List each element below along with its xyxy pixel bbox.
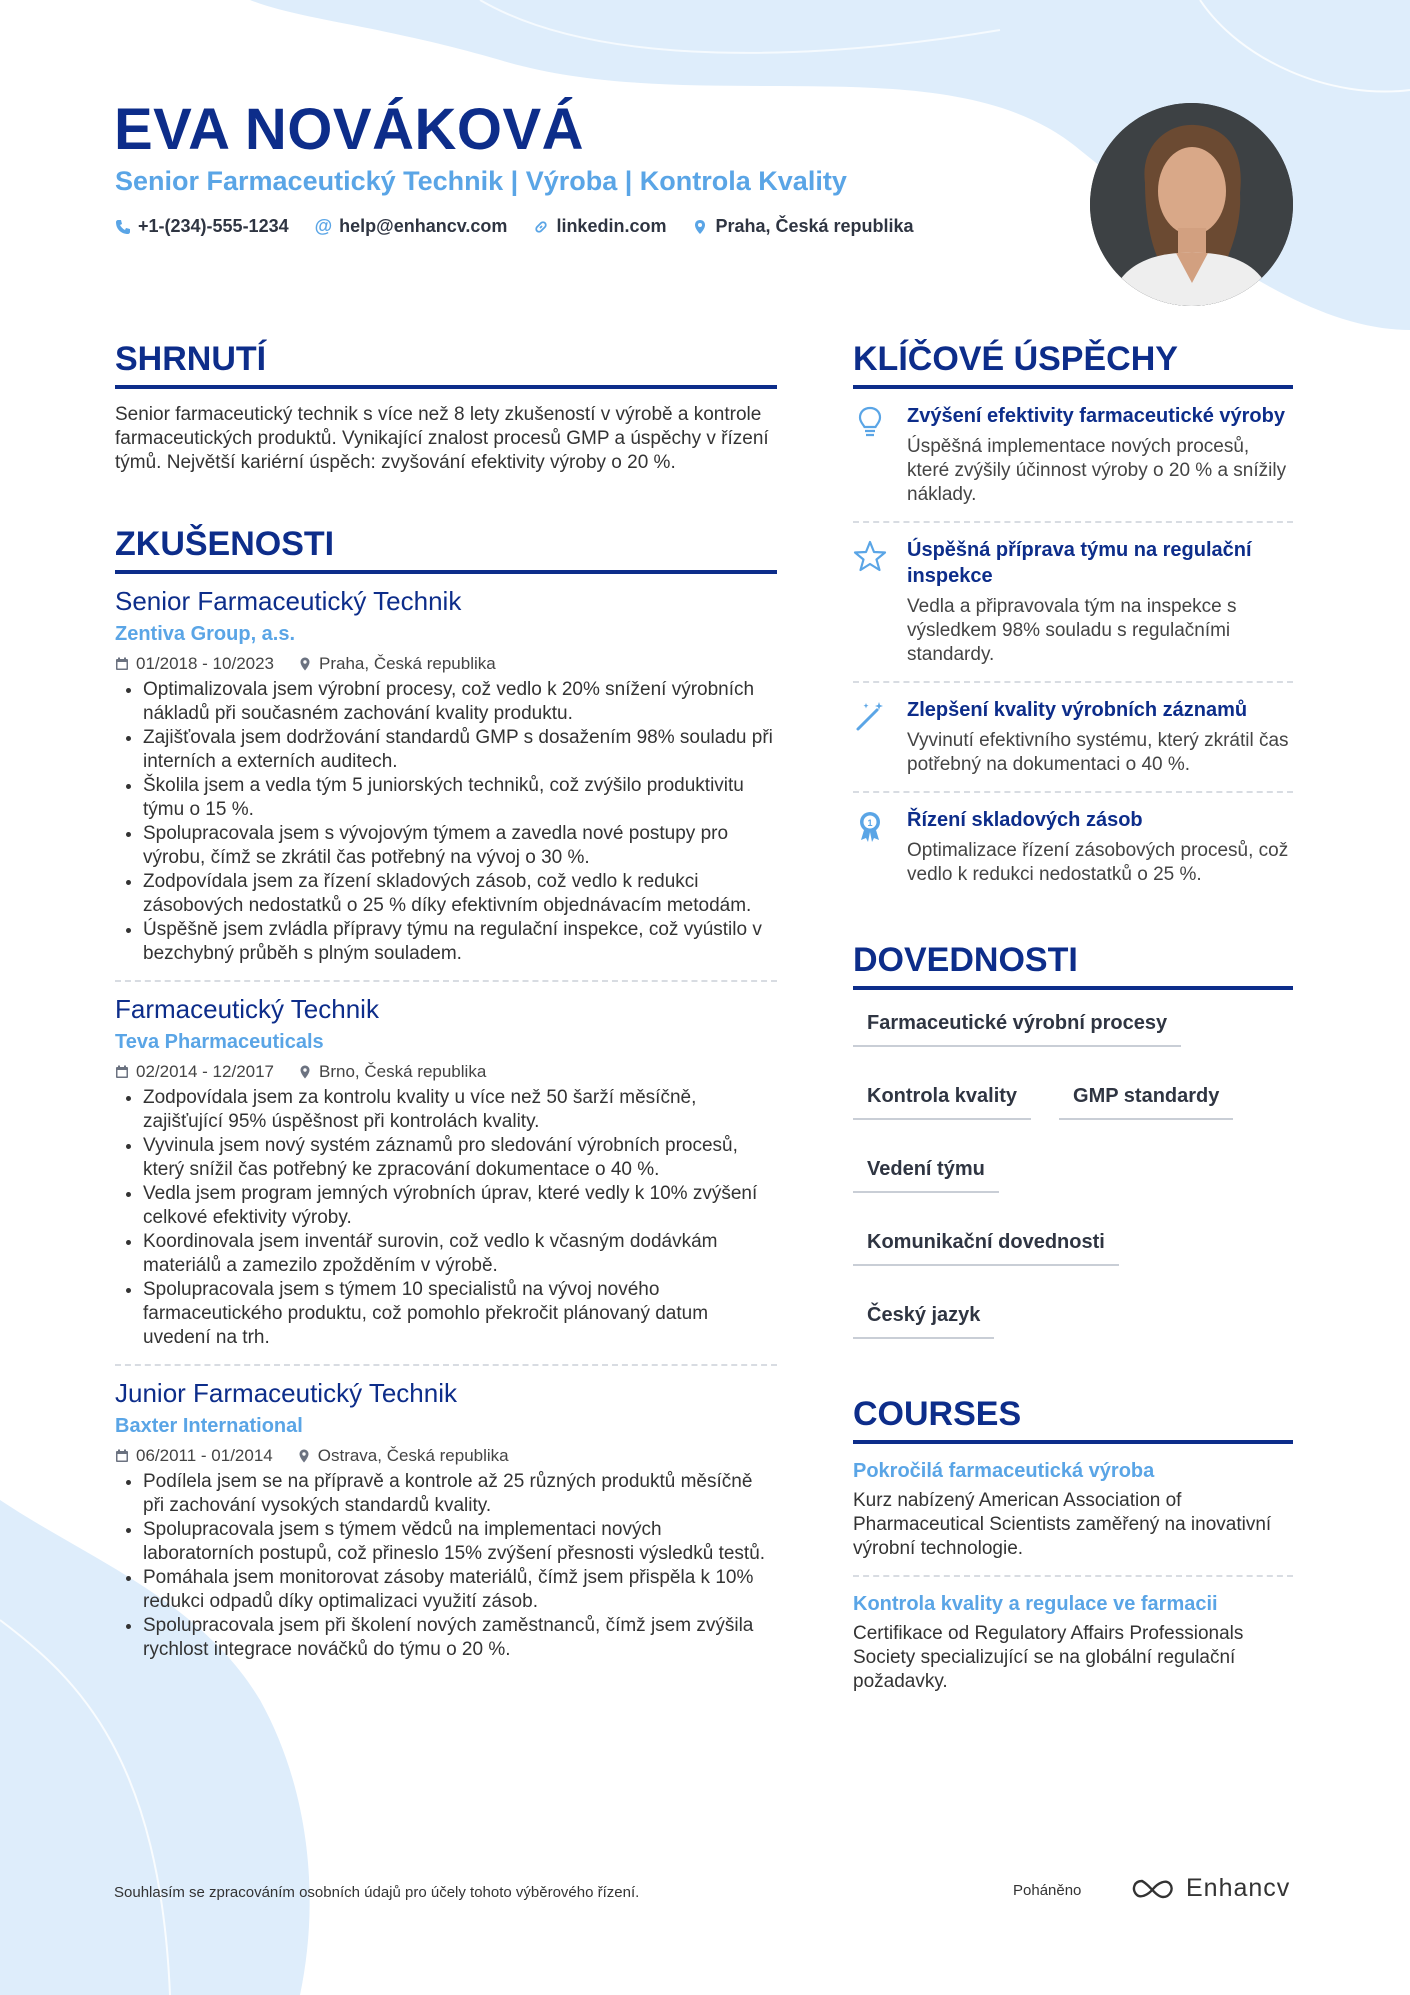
- phone-icon: [115, 219, 131, 235]
- achievement-desc: Vyvinutí efektivního systému, který zkrátil čas potřebný na dokumentaci o 40 %.: [907, 730, 1289, 775]
- profile-photo: [1090, 103, 1293, 306]
- job-location-text: Praha, Česká republika: [319, 654, 496, 673]
- course-item: [853, 1593, 1293, 1694]
- achievement-item: [853, 389, 1293, 523]
- courses-list: [853, 1460, 1293, 1694]
- skill-tag: Kontrola kvality: [853, 1079, 1031, 1120]
- job-bullets: [115, 1086, 777, 1350]
- course-title: Pokročilá farmaceutická výroba: [853, 1460, 1155, 1482]
- achievements-list: [853, 389, 1293, 901]
- course-desc: Certifikace od Regulatory Affairs Professionals Society specializující se na globální regulační požadavky.: [853, 1623, 1244, 1692]
- contact-location: [692, 216, 913, 237]
- achievement-body: [907, 807, 1293, 887]
- course-title: Kontrola kvality a regulace ve farmacii: [853, 1593, 1218, 1615]
- candidate-name: EVA NOVÁKOVÁ: [114, 97, 585, 162]
- job-bullet: • Úspěšně jsem zvládla přípravy týmu na regulační inspekce, což vyústilo v bezchybný průběh s plným souladem.: [143, 918, 777, 966]
- company-name: Zentiva Group, a.s.: [115, 623, 296, 645]
- calendar-icon: [115, 1065, 129, 1079]
- job-title: Junior Farmaceutický Technik: [115, 1378, 457, 1408]
- job-location: [298, 1062, 486, 1082]
- right-column: [853, 340, 1293, 1694]
- job-title: Senior Farmaceutický Technik: [115, 586, 462, 616]
- left-column: [115, 340, 777, 1662]
- job-bullet: • Koordinovala jsem inventář surovin, což vedlo k včasným dodávkám materiálů a zamezilo zpožděním v výrobě.: [143, 1230, 777, 1278]
- brand-name: Enhancv: [1186, 1874, 1291, 1902]
- job-bullet: • Podílela jsem se na přípravě a kontrole až 25 různých produktů měsíčně při zachování vysokých standardů kvality.: [143, 1470, 777, 1518]
- skills-heading: DOVEDNOSTI: [853, 941, 1293, 990]
- job-meta: [115, 1062, 777, 1082]
- job-dates: [115, 1446, 273, 1466]
- divider: [115, 980, 777, 982]
- summary-heading: SHRNUTÍ: [115, 340, 777, 389]
- experience-list: [115, 586, 777, 1662]
- skill-tag: Farmaceutické výrobní procesy: [853, 1006, 1181, 1047]
- achievement-title: Řízení skladových zásob: [907, 809, 1143, 831]
- job-bullet: • Zajišťovala jsem dodržování standardů GMP s dosažením 98% souladu při interních a externích auditech.: [143, 726, 777, 774]
- achievement-desc: Vedla a připravovala tým na inspekce s výsledkem 98% souladu s regulačními standardy.: [907, 596, 1237, 665]
- achievement-item: [853, 523, 1293, 683]
- job-bullets: [115, 678, 777, 966]
- email-text: help@enhancv.com: [339, 216, 508, 236]
- job-bullet: • Školila jsem a vedla tým 5 juniorských techniků, což zvýšilo produktivitu týmu o 15 %.: [143, 774, 777, 822]
- job-location: [298, 654, 496, 674]
- job-dates: [115, 1062, 274, 1082]
- job-dates-text: 06/2011 - 01/2014: [136, 1446, 273, 1465]
- calendar-icon: [115, 657, 129, 671]
- at-icon: @: [314, 216, 333, 236]
- experience-entry: [115, 586, 777, 982]
- achievement-desc: Optimalizace řízení zásobových procesů, což vedlo k redukci nedostatků o 25 %.: [907, 840, 1289, 885]
- location-text: Praha, Česká republika: [715, 216, 914, 236]
- achievement-title: Zvýšení efektivity farmaceutické výroby: [907, 405, 1285, 427]
- phone-text: +1-(234)-555-1234: [138, 216, 289, 236]
- contact-email[interactable]: [315, 216, 508, 237]
- infinity-icon: [1130, 1877, 1176, 1901]
- location-pin-icon: [298, 657, 312, 671]
- job-location-text: Ostrava, Česká republika: [317, 1446, 509, 1465]
- contact-linkedin[interactable]: [533, 216, 666, 237]
- divider: [853, 1575, 1293, 1577]
- achievements-heading: KLÍČOVÉ ÚSPĚCHY: [853, 340, 1293, 389]
- achievement-item: [853, 683, 1293, 793]
- job-bullet: • Zodpovídala jsem za kontrolu kvality u více než 50 šarží měsíčně, zajišťující 95% úspěšnost při kontrolách kvality.: [143, 1086, 777, 1134]
- achievement-body: [907, 403, 1293, 507]
- candidate-subtitle: Senior Farmaceutický Technik | Výroba | Kontrola Kvality: [115, 166, 847, 196]
- courses-heading: COURSES: [853, 1395, 1293, 1444]
- magic-wand-icon: [853, 697, 889, 777]
- achievement-desc: Úspěšná implementace nových procesů, které zvýšily účinnost výroby o 20 % a snížily náklady.: [907, 436, 1287, 505]
- job-location-text: Brno, Česká republika: [319, 1062, 487, 1081]
- lightbulb-icon: [853, 403, 889, 507]
- linkedin-text: linkedin.com: [556, 216, 667, 236]
- skill-tag: Český jazyk: [853, 1298, 994, 1339]
- job-bullet: • Pomáhala jsem monitorovat zásoby materiálů, čímž jsem přispěla k 10% redukci odpadů díky optimalizaci využití zásob.: [143, 1566, 777, 1614]
- skill-tag: Komunikační dovednosti: [853, 1225, 1119, 1266]
- achievement-title: Úspěšná příprava týmu na regulační inspekce: [907, 539, 1252, 587]
- achievement-title: Zlepšení kvality výrobních záznamů: [907, 699, 1248, 721]
- calendar-icon: [115, 1449, 129, 1463]
- job-bullet: • Spolupracovala jsem s týmem vědců na implementaci nových laboratorních postupů, což přineslo 15% zvýšení přesnosti výsledků testů.: [143, 1518, 777, 1566]
- job-location: [297, 1446, 509, 1466]
- job-meta: [115, 654, 777, 674]
- enhancv-logo[interactable]: [1130, 1874, 1290, 1903]
- job-bullet: • Spolupracovala jsem s týmem 10 specialistů na vývoj nového farmaceutického produktu, což pomohlo překročit plánovaný datum uvedení na trh.: [143, 1278, 777, 1350]
- location-pin-icon: [298, 1065, 312, 1079]
- experience-entry: [115, 1378, 777, 1662]
- achievement-item: [853, 793, 1293, 901]
- job-dates-text: 02/2014 - 12/2017: [136, 1062, 275, 1081]
- star-icon: [853, 537, 889, 667]
- job-bullet: • Vedla jsem program jemných výrobních úprav, které vedly k 10% zvýšení celkové efektivity výroby.: [143, 1182, 777, 1230]
- contact-bar: [115, 216, 914, 237]
- job-dates: [115, 654, 274, 674]
- location-pin-icon: [692, 219, 708, 235]
- consent-note: Souhlasím se zpracováním osobních údajů pro účely tohoto výběrového řízení.: [114, 1884, 640, 1901]
- powered-by-label: Poháněno: [1013, 1882, 1082, 1899]
- svg-text:1: 1: [867, 818, 873, 828]
- link-icon: [533, 219, 549, 235]
- company-name: Teva Pharmaceuticals: [115, 1031, 324, 1053]
- divider: [115, 1364, 777, 1366]
- experience-entry: [115, 994, 777, 1366]
- job-title: Farmaceutický Technik: [115, 994, 379, 1024]
- job-bullet: • Zodpovídala jsem za řízení skladových zásob, což vedlo k redukci zásobových nedostatků o 25 % díky efektivním objednávacím metodám.: [143, 870, 777, 918]
- skill-tag: Vedení týmu: [853, 1152, 999, 1193]
- course-item: [853, 1460, 1293, 1577]
- award-icon: [853, 807, 889, 887]
- contact-phone[interactable]: [115, 216, 289, 237]
- job-dates-text: 01/2018 - 10/2023: [136, 654, 275, 673]
- achievement-body: [907, 537, 1293, 667]
- location-pin-icon: [297, 1449, 311, 1463]
- job-meta: [115, 1446, 777, 1466]
- job-bullets: [115, 1470, 777, 1662]
- experience-heading: ZKUŠENOSTI: [115, 525, 777, 574]
- skills-list: [853, 1006, 1293, 1339]
- summary-text: Senior farmaceutický technik s více než 8 lety zkušeností v výrobě a kontrole farmaceutických produktů. Vynikající znalost procesů GMP a úspěchy v řízení týmů. Největší kariérní úspěch: zvyšování efektivity výroby o 20 %.: [115, 404, 769, 473]
- skill-tag: GMP standardy: [1059, 1079, 1233, 1120]
- course-desc: Kurz nabízený American Association of Pharmaceutical Scientists zaměřený na inovativní výrobní technologie.: [853, 1490, 1272, 1559]
- job-bullet: • Optimalizovala jsem výrobní procesy, což vedlo k 20% snížení výrobních nákladů při současném zachování kvality produktu.: [143, 678, 777, 726]
- job-bullet: • Spolupracovala jsem s vývojovým týmem a zavedla nové postupy pro výrobu, čímž se zkrátil čas potřebný na vývoj o 30 %.: [143, 822, 777, 870]
- job-bullet: • Spolupracovala jsem při školení nových zaměstnanců, čímž jsem zvýšila rychlost integrace nováčků do týmu o 20 %.: [143, 1614, 777, 1662]
- achievement-body: [907, 697, 1293, 777]
- company-name: Baxter International: [115, 1415, 303, 1437]
- job-bullet: • Vyvinula jsem nový systém záznamů pro sledování výrobních procesů, který snížil čas potřebný ke zpracování dokumentace o 40 %.: [143, 1134, 777, 1182]
